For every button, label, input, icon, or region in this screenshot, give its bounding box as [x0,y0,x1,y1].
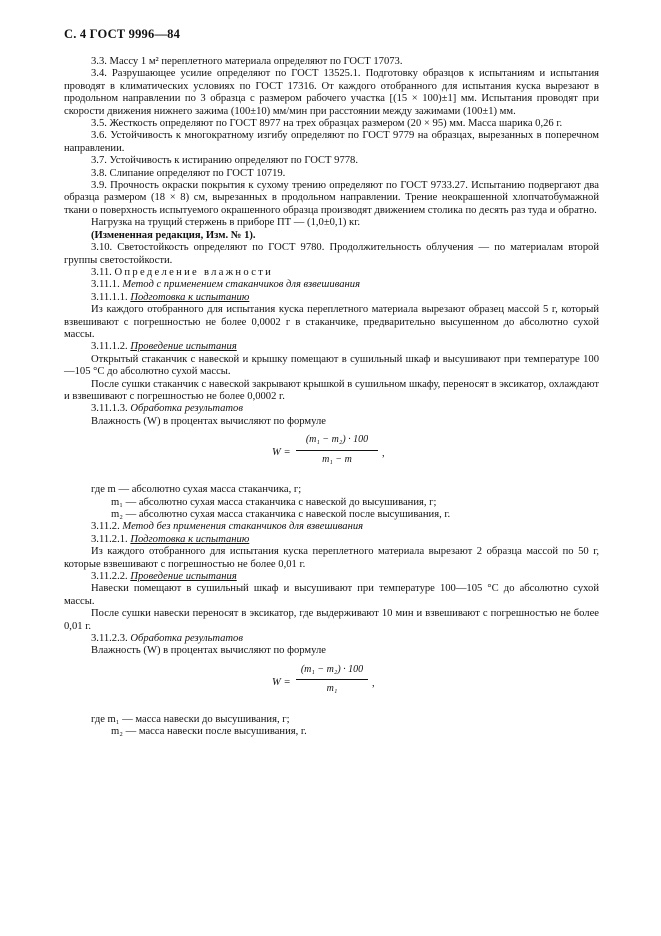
clause-number: 3.11. [91,266,112,278]
clause-title: Подготовка к испытанию [130,291,250,303]
clause-3-11-2-3 [64,633,599,645]
clause-number: 3.11.1.1. [91,291,128,303]
clause-3-3: 3.3. Массу 1 м² переплетного материала определяют по ГОСТ 17073. [91,56,403,67]
clause-3-11-2 [64,521,599,533]
clause-3-11-2-2-text-2: После сушки навески переносят в эксикатор, где выдерживают 10 мин и взвешивают с погрешностью не более 0,01 г. [64,608,599,632]
clause-3-11-1-2 [64,341,599,353]
clause-number: 3.11.2.1. [91,533,128,545]
clause-title: Проведение испытания [130,571,237,583]
clause-3-11-1-1-text: Из каждого отобранного для испытания куска переплетного материала вырезают образец массой 5 г, который взвешивают с погрешностью не более 0,0002 г в стаканчике, предварительно высушенном до абсолютно сухой массы. [64,304,599,340]
clause-title: Проведение испытания [130,341,237,353]
clause-number: 3.11.1. [91,279,120,291]
formula-comma: , [372,677,375,689]
clause-title: Метод без применения стаканчиков для взвешивания [122,521,364,533]
legend-2-line-1: где m₁ — масса навески до высушивания, г; [91,713,290,725]
clause-title: Метод с применением стаканчиков для взвешивания [122,279,361,291]
formula-lhs: W = [272,447,291,459]
clause-number: 3.11.1.2. [91,341,128,353]
formula-denominator: m₁ − m [322,453,352,465]
clause-title: Определение влажности [114,266,274,278]
clause-3-11 [64,267,599,279]
clause-3-9: 3.9. Прочность окраски покрытия к сухому трению определяют по ГОСТ 9733.27. Испытанию подвергают два образца размером (18 × 8) см, вырезанных в продольном направлении. Трение неокрашенной хлопчатобумажной ткани о поверхность испытуемого окрашенного образца производят движением столика по десять раз туда и обратно. [64,180,599,216]
formula-lhs: W = [272,676,291,688]
legend-1-line-3: m₂ — абсолютно сухая масса стаканчика с навеской после высушивания, г. [111,509,451,520]
formula-fraction [296,664,368,696]
clause-3-11-1-2-text-1: Открытый стаканчик с навеской и крышку помещают в сушильный шкаф и высушивают при температуре 100—105 °С до абсолютно сухой массы. [64,353,599,378]
clause-title: Обработка результатов [130,633,243,645]
formula-numerator: (m₁ − m₂) · 100 [300,663,364,675]
clause-3-11-1 [64,279,599,291]
formula-2 [64,664,599,704]
clause-3-7: 3.7. Устойчивость к истиранию определяют по ГОСТ 9778. [91,155,358,167]
document-body [64,56,599,739]
clause-3-6: 3.6. Устойчивость к многократному изгибу определяют по ГОСТ 9779 на образцах, вырезанных в поперечном направлении. [64,130,599,154]
clause-3-4: 3.4. Разрушающее усилие определяют по ГОСТ 13525.1. Подготовку образцов к испытаниям и испытания проводят в климатических условиях по ГОСТ 17316. От каждого отобранного для испытания куска вырезают в продольном направлении по 3 образца с размером рабочего участка [(15 × 100)±1] мм. Испытания проводят при скорости движения нижнего зажима (100±10) мм/мин при расстоянии между зажимами (100±1) мм. [64,68,599,117]
formula-fraction [296,434,378,466]
clause-3-11-1-2-text-2: После сушки стаканчик с навеской закрывают крышкой в сушильном шкафу, переносят в эксикатор, охлаждают и взвешивают с погрешностью не более 0,0002 г. [64,378,599,402]
formula-intro-2: Влажность (W) в процентах вычисляют по формуле [91,645,326,657]
amendment-note: (Измененная редакция, Изм. № 1). [91,229,256,241]
legend-1-line-1: где m — абсолютно сухая масса стаканчика, г; [91,484,302,496]
clause-3-11-2-1 [64,534,599,546]
formula-comma: , [382,448,385,460]
clause-3-11-2-1-text: Из каждого отобранного для испытания куска переплетного материала вырезают 2 образца массой по 50 г, которые взвешивают с погрешностью не более 0,01 г. [64,546,599,570]
clause-number: 3.11.1.3. [91,403,128,415]
clause-3-5: 3.5. Жесткость определяют по ГОСТ 8977 на трех образцах размером (20 × 95) мм. Масса шарика 0,26 г. [91,118,563,130]
clause-number: 3.11.2. [91,521,120,533]
legend-2-line-2: m₂ — масса навески после высушивания, г. [111,726,307,738]
formula-1 [64,434,599,474]
formula-numerator: (m₁ − m₂) · 100 [305,434,369,446]
formula-denominator: m₁ [326,683,338,695]
clause-number: 3.11.2.3. [91,633,128,645]
page-header: С. 4 ГОСТ 9996—84 [64,27,181,41]
clause-title: Подготовка к испытанию [130,533,250,545]
clause-3-11-2-2-text-1: Навески помещают в сушильный шкаф и высушивают при температуре 100—105 °С до абсолютно сухой массы. [64,583,599,607]
clause-3-9-load: Нагрузка на трущий стержень в приборе ПТ — (1,0±0,1) кг. [91,217,360,229]
clause-title: Обработка результатов [130,403,243,415]
legend-1-line-2: m₁ — абсолютно сухая масса стаканчика с навеской до высушивания, г; [111,496,437,508]
clause-number: 3.11.2.2. [91,571,128,583]
clause-3-10: 3.10. Светостойкость определяют по ГОСТ 9780. Продолжительность облучения — по материалам второй группы светостойкости. [64,242,599,266]
formula-intro-1: Влажность (W) в процентах вычисляют по формуле [91,415,326,427]
clause-3-11-1-3 [64,403,599,415]
clause-3-11-2-2 [64,571,599,583]
clause-3-8: 3.8. Слипание определяют по ГОСТ 10719. [91,167,286,179]
clause-3-11-1-1 [64,292,599,304]
